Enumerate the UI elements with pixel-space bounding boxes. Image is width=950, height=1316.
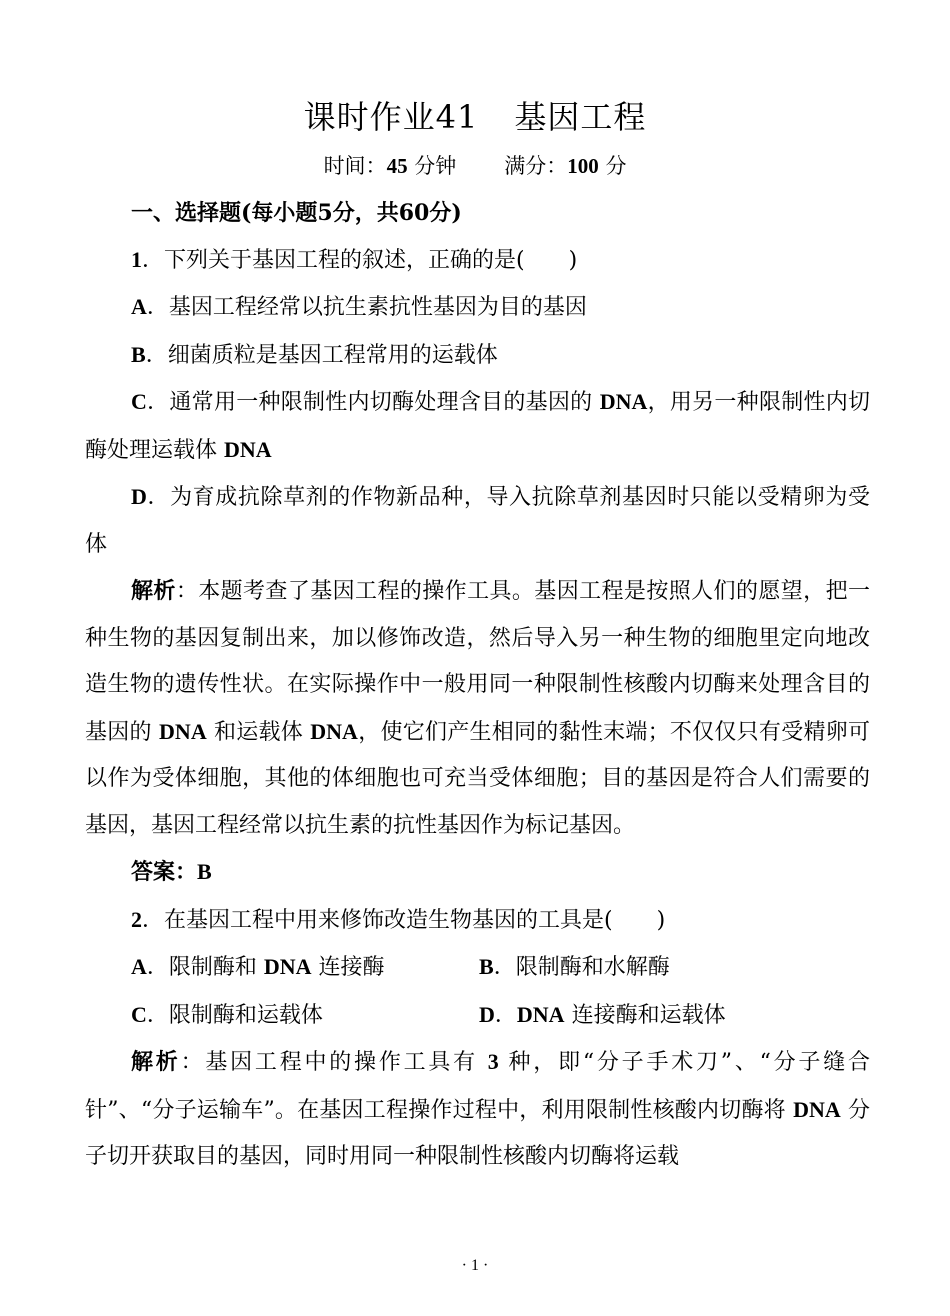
q2-analysis-num: 3 xyxy=(487,1049,499,1074)
document-body xyxy=(85,190,870,1181)
q2-b-label: B xyxy=(479,954,494,979)
q1-analysis-p2: 和运载体 xyxy=(206,719,311,745)
q2-analysis-p3: 分子切开获取目的基因，同时用同一种限制性核酸内切酶将运载 xyxy=(85,1097,870,1169)
q1-a-text: ．基因工程经常以抗生素抗性基因为目的基因 xyxy=(146,295,587,320)
title-sub: 基因工程 xyxy=(514,98,647,136)
q1-c-label: C xyxy=(131,389,147,414)
q2-analysis-p2: 种，即“分子手术刀”、“分子缝合针”、“分子运输车”。在基因工程操作过程中，利用限制性核酸内切酶将 xyxy=(85,1050,870,1123)
time-value: 45 xyxy=(386,154,408,178)
q1-analysis xyxy=(85,568,870,849)
q1-answer-label: 答案： xyxy=(131,859,198,885)
score-label: 满分： xyxy=(504,154,568,178)
q2-analysis xyxy=(85,1039,870,1181)
q1-b-text: ．细菌质粒是基因工程常用的运载体 xyxy=(145,342,498,368)
q1-option-a xyxy=(85,284,870,332)
q2-options-row-2 xyxy=(85,992,870,1040)
q1-analysis-dna1: DNA xyxy=(159,718,207,744)
q1-c-text2: ，用另一种限制性内切酶处理运载体 xyxy=(85,390,870,463)
q1-c-dna2: DNA xyxy=(224,436,272,462)
q2-d-dna: DNA xyxy=(516,1001,565,1027)
q2-b-text: ．限制酶和水解酶 xyxy=(493,955,670,980)
q1-b-label: B xyxy=(131,341,146,367)
q1-answer-value: B xyxy=(197,859,212,884)
q2-options-row-1 xyxy=(85,944,870,992)
q2-d-label: D xyxy=(479,1001,495,1027)
q1-analysis-p1: ：本题考查了基因工程的操作工具。基因工程是按照人们的愿望，把一种生物的基因复制出来，加以修饰改造，然后导入另一种生物的细胞里定向地改造生物的遗传性状。在实际操作中一般用同一种限制性核酸内切酶来处理含目的基因的 xyxy=(85,579,870,745)
q1-option-b xyxy=(85,332,870,380)
title-main: 课时作业41 xyxy=(303,98,479,136)
q1-answer xyxy=(85,849,870,897)
q2-option-d xyxy=(479,992,726,1040)
q2-d-text1: ． xyxy=(494,1002,517,1028)
time-unit: 分钟 xyxy=(414,154,457,178)
score-unit: 分 xyxy=(605,154,627,178)
q2-stem-text: ．在基因工程中用来修饰改造生物基因的工具是( ) xyxy=(142,907,666,933)
q2-a-text1: ．限制酶和 xyxy=(146,955,264,980)
q1-number: 1 xyxy=(131,246,142,272)
page-title xyxy=(0,92,950,138)
q1-analysis-label: 解析 xyxy=(131,578,176,604)
exam-meta xyxy=(0,150,950,180)
q2-number: 2 xyxy=(131,906,142,932)
score-value: 100 xyxy=(567,154,599,178)
q2-option-a xyxy=(131,944,479,992)
q2-a-dna: DNA xyxy=(263,954,312,979)
q2-c-text: ．限制酶和运载体 xyxy=(146,1002,323,1028)
q2-option-b xyxy=(479,944,670,992)
q2-d-text2: 连接酶和运载体 xyxy=(564,1002,726,1028)
q1-stem xyxy=(85,237,870,285)
q1-option-c xyxy=(85,379,870,474)
q1-a-label: A xyxy=(131,294,147,319)
section-heading: 一、选择题(每小题5分，共60分) xyxy=(131,200,462,226)
time-label: 时间： xyxy=(323,154,387,178)
q2-stem xyxy=(85,897,870,945)
q2-a-label: A xyxy=(131,954,147,979)
q1-stem-text: ．下列关于基因工程的叙述，正确的是( ) xyxy=(142,247,578,273)
q1-option-d xyxy=(85,474,870,568)
q1-c-text1: ．通常用一种限制性内切酶处理含目的基因的 xyxy=(146,390,600,415)
q1-analysis-dna2: DNA xyxy=(310,718,358,744)
q2-option-c xyxy=(131,992,479,1040)
q2-analysis-dna: DNA xyxy=(793,1096,841,1122)
q1-d-text: ．为育成抗除草剂的作物新品种，导入抗除草剂基因时只能以受精卵为受体 xyxy=(85,485,870,557)
q2-a-text2: 连接酶 xyxy=(311,955,385,980)
q1-c-dna1: DNA xyxy=(599,389,648,414)
q2-c-label: C xyxy=(131,1001,147,1027)
q2-analysis-p1: ：基因工程中的操作工具有 xyxy=(180,1050,488,1075)
q1-d-label: D xyxy=(131,484,147,509)
page-number: · 1 · xyxy=(461,1257,489,1274)
q2-analysis-label: 解析 xyxy=(131,1049,181,1075)
q1-analysis-p3: ，使它们产生相同的黏性末端；不仅仅只有受精卵可以作为受体细胞，其他的体细胞也可充当受体细胞；目的基因是符合人们需要的基因，基因工程经常以抗生素的抗性基因作为标记基因。 xyxy=(85,719,870,838)
